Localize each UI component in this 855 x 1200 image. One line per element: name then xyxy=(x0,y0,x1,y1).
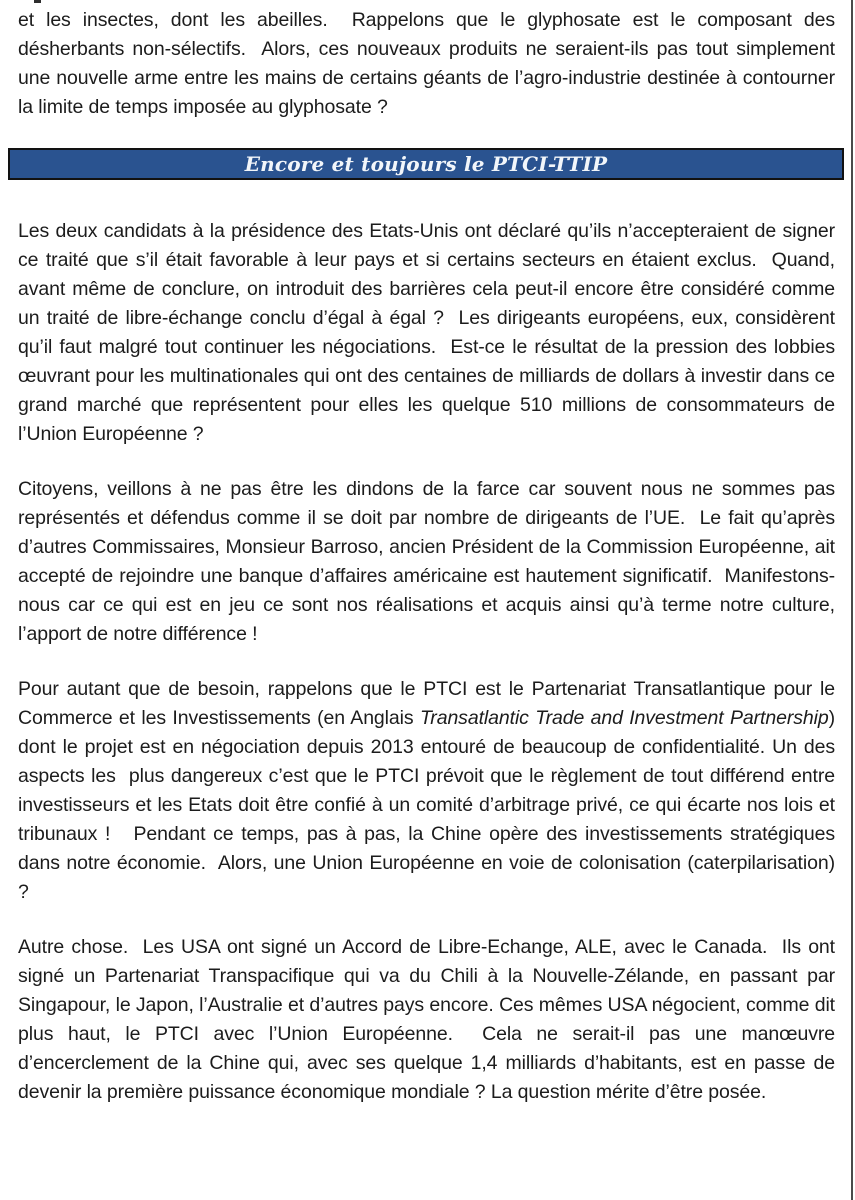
paragraph-glyphosate xyxy=(18,6,835,122)
scan-edge-artifact xyxy=(851,0,853,1200)
paragraph-text-italic: Transatlantic Trade and Investment Partnership xyxy=(419,707,829,729)
scan-artifact xyxy=(34,0,41,3)
paragraph-text: Pour autant que de besoin, rappelons que le PTCI est le Partenariat Transatlantique pour le Commerce et les Investissements (en Anglais xyxy=(18,678,835,729)
paragraph-ptci-definition xyxy=(18,675,835,907)
section-banner-title: Encore et toujours le PTCI-TTIP xyxy=(244,152,608,176)
paragraph-text: Autre chose. Les USA ont signé un Accord de Libre-Echange, ALE, avec le Canada. Ils ont signé un Partenariat Transpacifique qui va du Chili à la Nouvelle-Zélande, en passant par Singapour, le Japon, l’Australie et d’autres pays encore. Ces mêmes USA négocient, comme dit plus haut, le PTCI avec l’Union Européenne. Cela ne serait-il pas une manœuvre d’encerclement de la Chine qui, avec ses quelque 1,4 milliards d’habitants, est en passe de devenir la première puissance économique mondiale ? La question mérite d’être posée. xyxy=(18,936,835,1103)
paragraph-candidats xyxy=(18,217,835,449)
section-banner xyxy=(8,148,844,180)
paragraph-text: et les insectes, dont les abeilles. Rappelons que le glyphosate est le composant des désherbants non-sélectifs. Alors, ces nouveaux produits ne seraient-ils pas tout simplement une nouvelle arme entre les mains de certains géants de l’agro-industrie destinée à contourner la limite de temps imposée au glyphosate ? xyxy=(18,9,835,118)
paragraph-text: Les deux candidats à la présidence des Etats-Unis ont déclaré qu’ils n’accepteraient de signer ce traité que s’il était favorable à leur pays et si certains secteurs en étaient exclus. Quand, avant même de conclure, on introduit des barrières cela peut-il encore être considéré comme un traité de libre-échange conclu d’égal à égal ? Les dirigeants européens, eux, considèrent qu’il faut malgré tout continuer les négociations. Est-ce le résultat de la pression des lobbies œuvrant pour les multinationales qui ont des centaines de milliards de dollars à investir dans ce grand marché que représentent pour elles les quelque 510 millions de consommateurs de l’Union Européenne ? xyxy=(18,220,835,445)
paragraph-text: ) dont le projet est en négociation depuis 2013 entouré de beaucoup de confidentialité. Un des aspects les plus dangereux c’est que le PTCI prévoit que le règlement de tout différend entre investisseurs et les Etats doit être confié à un comité d’arbitrage privé, ce qui écarte nos lois et tribunaux ! Pendant ce temps, pas à pas, la Chine opère des investissements stratégiques dans notre économie. Alors, une Union Européenne en voie de colonisation (caterpilarisation) ? xyxy=(18,707,835,903)
paragraph-citoyens xyxy=(18,475,835,649)
paragraph-autre-chose xyxy=(18,933,835,1107)
paragraph-text: Citoyens, veillons à ne pas être les dindons de la farce car souvent nous ne sommes pas représentés et défendus comme il se doit par nombre de dirigeants de l’UE. Le fait qu’après d’autres Commissaires, Monsieur Barroso, ancien Président de la Commission Européenne, ait accepté de rejoindre une banque d’affaires américaine est hautement significatif. Manifestons-nous car ce qui est en jeu ce sont nos réalisations et acquis ainsi qu’à terme notre culture, l’apport de notre différence ! xyxy=(18,478,835,645)
